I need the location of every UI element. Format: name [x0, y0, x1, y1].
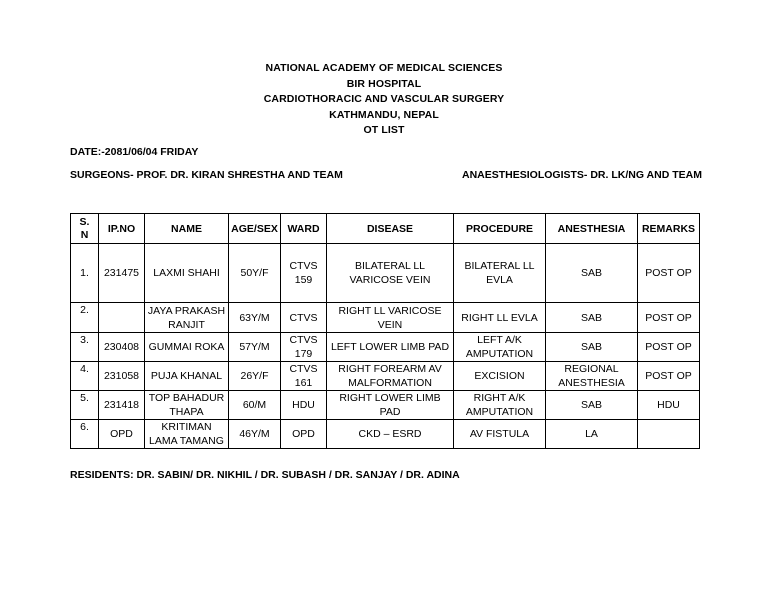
table-row [71, 391, 700, 420]
cell-agesex: 57Y/M [229, 333, 281, 362]
cell-remarks: POST OP [638, 303, 700, 333]
cell-ipno: 231058 [99, 362, 145, 391]
surgeons-line: SURGEONS- PROF. DR. KIRAN SHRESTHA AND TEAM [70, 169, 343, 181]
cell-sn: 6. [71, 420, 99, 449]
cell-sn: 3. [71, 333, 99, 362]
cell-anesthesia: SAB [546, 244, 638, 303]
cell-ward: OPD [281, 420, 327, 449]
cell-name: TOP BAHADUR THAPA [145, 391, 229, 420]
header-sn: S. N [71, 214, 99, 244]
institution-title: NATIONAL ACADEMY OF MEDICAL SCIENCES [265, 62, 503, 74]
cell-disease: BILATERAL LL VARICOSE VEIN [327, 244, 454, 303]
header-name: NAME [145, 214, 229, 244]
location: KATHMANDU, NEPAL [329, 108, 439, 121]
cell-sn: 4. [71, 362, 99, 391]
cell-sn: 2. [71, 303, 99, 333]
cell-remarks: POST OP [638, 362, 700, 391]
anaesthesiologists-line: ANAESTHESIOLOGISTS- DR. LK/NG AND TEAM [462, 169, 702, 181]
cell-remarks: POST OP [638, 244, 700, 303]
document-header [0, 61, 768, 139]
cell-sn: 1. [71, 244, 99, 303]
cell-sn: 5. [71, 391, 99, 420]
cell-ipno: OPD [99, 420, 145, 449]
cell-ipno: 231418 [99, 391, 145, 420]
header-anesthesia: ANESTHESIA [546, 214, 638, 244]
cell-agesex: 63Y/M [229, 303, 281, 333]
cell-name: JAYA PRAKASH RANJIT [145, 303, 229, 333]
table-row [71, 303, 700, 333]
ot-list-table [70, 213, 700, 449]
hospital-name: BIR HOSPITAL [346, 77, 422, 90]
cell-name: GUMMAI ROKA [145, 333, 229, 362]
header-agesex: AGE/SEX [229, 214, 281, 244]
cell-agesex: 26Y/F [229, 362, 281, 391]
cell-disease: LEFT LOWER LIMB PAD [327, 333, 454, 362]
header-procedure: PROCEDURE [454, 214, 546, 244]
cell-anesthesia: SAB [546, 303, 638, 333]
cell-ward: CTVS 179 [281, 333, 327, 362]
table-row [71, 244, 700, 303]
cell-ipno: 230408 [99, 333, 145, 362]
residents-line: RESIDENTS: DR. SABIN/ DR. NIKHIL / DR. SUBASH / DR. SANJAY / DR. ADINA [70, 469, 460, 481]
cell-name: LAXMI SHAHI [145, 244, 229, 303]
cell-agesex: 46Y/M [229, 420, 281, 449]
cell-agesex: 50Y/F [229, 244, 281, 303]
list-date: DATE:-2081/06/04 FRIDAY [70, 146, 199, 158]
cell-disease: RIGHT LOWER LIMB PAD [327, 391, 454, 420]
cell-procedure: EXCISION [454, 362, 546, 391]
cell-procedure: BILATERAL LL EVLA [454, 244, 546, 303]
header-ward: WARD [281, 214, 327, 244]
cell-remarks: POST OP [638, 333, 700, 362]
cell-procedure: LEFT A/K AMPUTATION [454, 333, 546, 362]
table-row [71, 362, 700, 391]
document-title: OT LIST [363, 124, 405, 137]
cell-remarks: HDU [638, 391, 700, 420]
cell-remarks [638, 420, 700, 449]
table-row [71, 333, 700, 362]
cell-name: PUJA KHANAL [145, 362, 229, 391]
cell-ipno: 231475 [99, 244, 145, 303]
cell-procedure: RIGHT LL EVLA [454, 303, 546, 333]
cell-ward: HDU [281, 391, 327, 420]
cell-procedure: RIGHT A/K AMPUTATION [454, 391, 546, 420]
cell-disease: RIGHT LL VARICOSE VEIN [327, 303, 454, 333]
cell-disease: RIGHT FOREARM AV MALFORMATION [327, 362, 454, 391]
cell-anesthesia: SAB [546, 391, 638, 420]
table-row [71, 420, 700, 449]
table-header-row [71, 214, 700, 244]
cell-name: KRITIMAN LAMA TAMANG [145, 420, 229, 449]
header-ipno: IP.NO [99, 214, 145, 244]
header-disease: DISEASE [327, 214, 454, 244]
cell-ipno [99, 303, 145, 333]
cell-ward: CTVS 159 [281, 244, 327, 303]
cell-anesthesia: LA [546, 420, 638, 449]
cell-anesthesia: REGIONAL ANESTHESIA [546, 362, 638, 391]
department-name: CARDIOTHORACIC AND VASCULAR SURGERY [263, 93, 505, 106]
header-remarks: REMARKS [638, 214, 700, 244]
cell-agesex: 60/M [229, 391, 281, 420]
cell-disease: CKD – ESRD [327, 420, 454, 449]
cell-procedure: AV FISTULA [454, 420, 546, 449]
cell-ward: CTVS [281, 303, 327, 333]
cell-anesthesia: SAB [546, 333, 638, 362]
cell-ward: CTVS 161 [281, 362, 327, 391]
